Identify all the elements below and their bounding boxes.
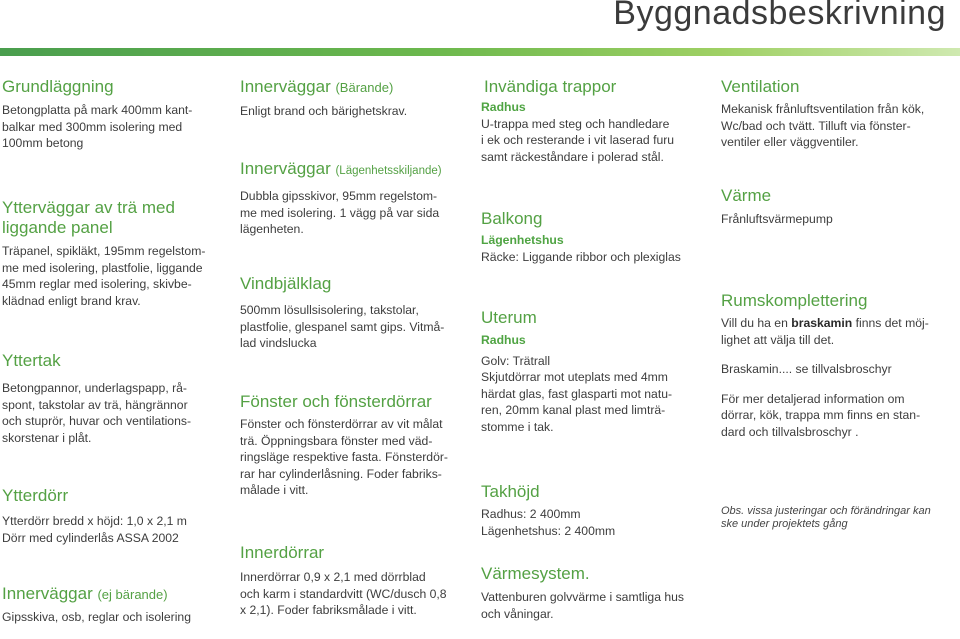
body-line: stomme i tak. bbox=[481, 419, 554, 434]
body-line: lägenheten. bbox=[240, 222, 304, 236]
section-heading: Värmesystem. bbox=[481, 564, 590, 583]
section-innervaggar-lagenhetsskiljande bbox=[240, 159, 470, 238]
body-line: Betongpannor, underlagspapp, rå- bbox=[2, 381, 187, 395]
text-segment: Vill du ha en bbox=[721, 316, 792, 330]
section-ytterväggar bbox=[2, 198, 227, 309]
body-line: trä. Öppningsbara fönster med väd- bbox=[240, 433, 433, 448]
body-line: dard och tillvalsbroschyr . bbox=[721, 424, 859, 439]
body-line: Fönster och fönsterdörrar av vit målat bbox=[240, 417, 443, 431]
section-ytterdorr bbox=[2, 486, 227, 546]
section-takhojd bbox=[481, 482, 706, 539]
body-line: Vattenburen golvvärme i samtliga hus bbox=[481, 590, 685, 604]
body-line: Skjutdörrar mot uteplats med 4mm bbox=[481, 370, 668, 384]
body-line: x 2,1). Foder fabriksmålade i vitt. bbox=[240, 603, 417, 617]
body-line: i ek och resterande i vit laserad furu bbox=[481, 133, 675, 147]
section-yttertak bbox=[2, 351, 227, 446]
section-innervaggar-ej-barande bbox=[2, 584, 227, 626]
page-title: Byggnadsbeskrivning bbox=[613, 0, 946, 32]
section-heading: Vindbjälklag bbox=[240, 274, 332, 293]
body-line: ventiler eller väggventiler. bbox=[721, 135, 859, 149]
braskamin-highlight: braskamin bbox=[791, 316, 853, 330]
section-heading: Rumskomplettering bbox=[721, 291, 868, 310]
section-subheading: Radhus bbox=[481, 333, 526, 347]
body-line: Ytterdörr bredd x höjd: 1,0 x 2,1 m bbox=[2, 514, 187, 528]
section-heading: Värme bbox=[721, 186, 772, 205]
heading-qualifier: (Lägenhetsskiljande) bbox=[335, 165, 442, 177]
section-heading bbox=[240, 77, 470, 98]
heading-main: Innerväggar bbox=[2, 584, 93, 603]
heading-main: Innerväggar bbox=[240, 77, 331, 96]
body-line: härdat glas, fast glasparti mot natu- bbox=[481, 386, 673, 401]
note-line: ske under projektets gång bbox=[721, 518, 848, 530]
note-line: Obs. vissa justeringar och förändringar kan bbox=[721, 505, 931, 517]
body-line: Mekanisk frånluftsventilation från kök, bbox=[721, 102, 925, 116]
section-invandiga-trappor bbox=[481, 77, 706, 165]
section-heading bbox=[240, 159, 470, 181]
section-innervaggar-barande bbox=[240, 77, 470, 120]
section-innerdorrar bbox=[240, 543, 470, 619]
section-heading: Innerdörrar bbox=[240, 543, 325, 562]
section-subheading: Radhus bbox=[481, 100, 526, 114]
body-line: målade i vitt. bbox=[240, 483, 309, 497]
body-line: Dubbla gipsskivor, 95mm regelstom- bbox=[240, 189, 438, 203]
body-line: Dörr med cylinderlås ASSA 2002 bbox=[2, 530, 179, 545]
heading-qualifier: (Bärande) bbox=[335, 80, 394, 95]
body-line: 45mm reglar med isolering, skivbe- bbox=[2, 277, 192, 291]
body-line: balkar med 300mm isolering med bbox=[2, 119, 183, 134]
body-line: Gipsskiva, osb, reglar och isolering bbox=[2, 610, 191, 624]
body-line: 100mm betong bbox=[2, 136, 84, 150]
heading-qualifier: (ej bärande) bbox=[97, 587, 168, 602]
body-line: Wc/bad och tvätt. Tilluft via fönster- bbox=[721, 118, 911, 133]
section-varmesystem bbox=[481, 564, 706, 622]
section-heading: Fönster och fönsterdörrar bbox=[240, 392, 432, 411]
section-heading: Takhöjd bbox=[481, 482, 540, 501]
body-line: lad vindslucka bbox=[240, 336, 317, 350]
section-subheading: Lägenhetshus bbox=[481, 233, 564, 247]
body-line: och våningar. bbox=[481, 606, 554, 621]
heading-main: Innerväggar bbox=[240, 159, 331, 178]
body-line: U-trappa med steg och handledare bbox=[481, 116, 670, 131]
body-line: och stuprör, huvar och ventilations- bbox=[2, 414, 192, 428]
body-line: lighet att välja till det. bbox=[721, 332, 835, 347]
body-line: Golv: Trätrall bbox=[481, 353, 551, 368]
body-line: Lägenhetshus: 2 400mm bbox=[481, 523, 616, 538]
body-line: Betongplatta på mark 400mm kant- bbox=[2, 103, 193, 117]
section-heading: Ytterväggar av trä med liggande panel bbox=[2, 198, 175, 237]
section-varme bbox=[721, 186, 957, 228]
section-heading bbox=[2, 584, 227, 605]
section-vindbjalklag bbox=[240, 274, 470, 352]
body-line: me med isolering. 1 vägg på var sida bbox=[240, 205, 440, 220]
section-uterum bbox=[481, 308, 706, 435]
body-line: samt räckeståndare i polerad stål. bbox=[481, 149, 664, 164]
body-line: För mer detaljerad information om bbox=[721, 391, 905, 406]
body-line: ringsläge respektive fasta. Fönsterdör- bbox=[240, 450, 448, 464]
section-heading: Grundläggning bbox=[2, 77, 114, 96]
body-line: klädnad enligt brand krav. bbox=[2, 293, 141, 308]
body-line: skorstenar i plåt. bbox=[2, 430, 92, 445]
body-line: Braskamin.... se tillvalsbroschyr bbox=[721, 362, 892, 376]
body-line: Frånluftsvärmepump bbox=[721, 212, 833, 226]
body-line: rar har cylinderlåsning. Foder fabriks- bbox=[240, 466, 442, 481]
green-header-rule bbox=[0, 48, 960, 56]
body-line: Innerdörrar 0,9 x 2,1 med dörrblad bbox=[240, 570, 426, 584]
body-line: Enligt brand och bärighetskrav. bbox=[240, 104, 408, 118]
section-obs-note bbox=[721, 505, 957, 531]
body-line bbox=[721, 315, 957, 332]
section-rumskomplettering bbox=[721, 291, 957, 440]
body-line: Räcke: Liggande ribbor och plexiglas bbox=[481, 249, 681, 264]
section-heading: Ventilation bbox=[721, 77, 800, 96]
body-line: spont, takstolar av trä, hängrännor bbox=[2, 397, 188, 412]
section-fonster bbox=[240, 392, 470, 499]
body-line: plastfolie, glespanel samt gips. Vitmå- bbox=[240, 319, 445, 334]
section-heading: Ytterdörr bbox=[2, 486, 69, 505]
text-segment: finns det möj- bbox=[852, 316, 929, 330]
body-line: me med isolering, plastfolie, liggande bbox=[2, 260, 203, 275]
body-line: dörrar, kök, trappa mm finns en stan- bbox=[721, 408, 921, 422]
body-line: Träpanel, spikläkt, 195mm regelstom- bbox=[2, 244, 206, 258]
body-line: ren, 20mm kanal plast med limträ- bbox=[481, 403, 666, 417]
body-line: och karm i standardvitt (WC/dusch 0,8 bbox=[240, 586, 447, 601]
section-balkong bbox=[481, 209, 706, 265]
body-line: Radhus: 2 400mm bbox=[481, 507, 581, 521]
section-grundlaggning bbox=[2, 77, 227, 152]
body-line: 500mm lösullsisolering, takstolar, bbox=[240, 303, 419, 317]
section-heading: Balkong bbox=[481, 209, 543, 228]
section-ventilation bbox=[721, 77, 957, 151]
section-heading: Yttertak bbox=[2, 351, 61, 370]
section-heading: Uterum bbox=[481, 308, 537, 327]
section-heading: Invändiga trappor bbox=[484, 77, 617, 96]
